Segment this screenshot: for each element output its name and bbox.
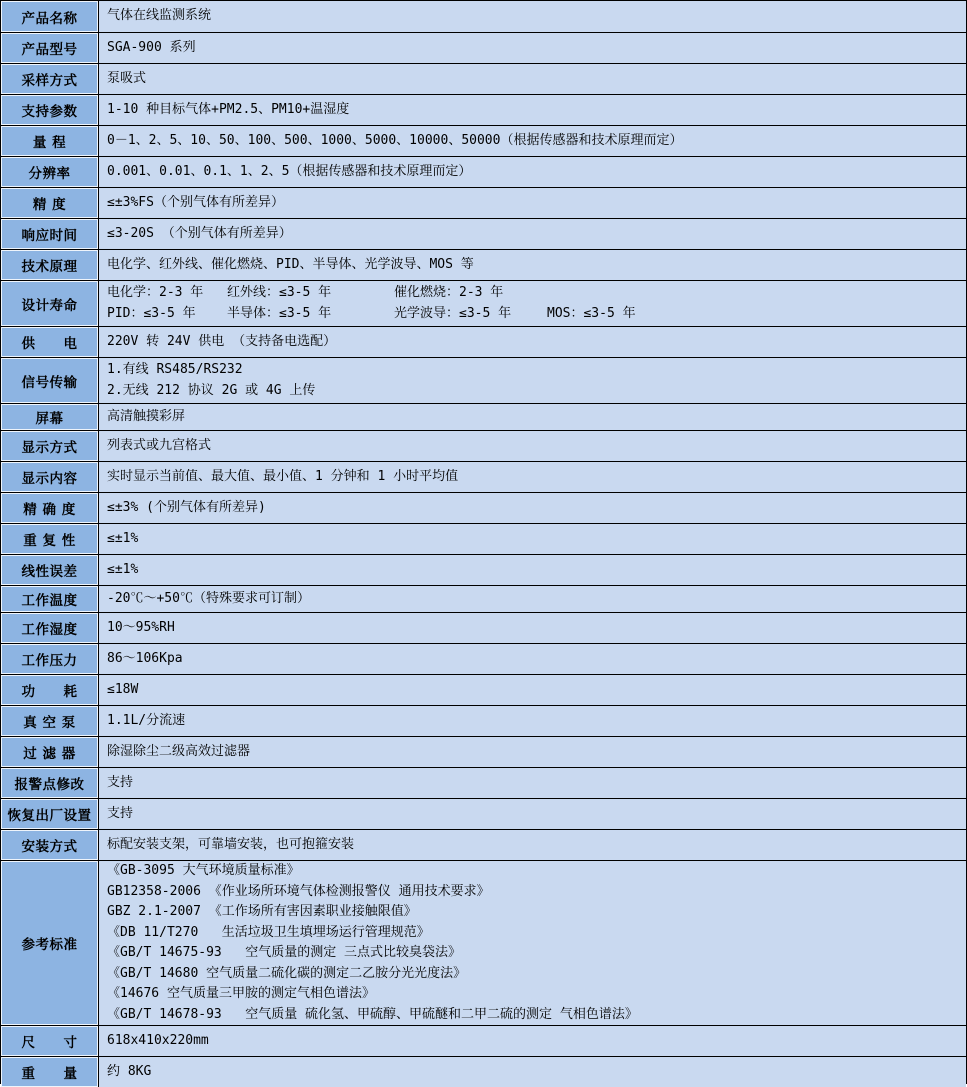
spec-value <box>99 524 966 554</box>
spec-row <box>1 32 966 63</box>
spec-value-line: ≤3-20S （个别气体有所差异） <box>107 225 292 241</box>
spec-value-line: ≤18W <box>107 681 139 697</box>
spec-label: 产品型号 <box>1 33 99 63</box>
spec-row <box>1 1056 966 1087</box>
spec-label: 信号传输 <box>1 358 99 403</box>
spec-value <box>99 799 966 829</box>
spec-value-line: 《GB-3095 大气环境质量标准》 <box>107 863 300 878</box>
spec-value-line: 气体在线监测系统 <box>107 8 212 24</box>
spec-value-line: ≤±3%FS（个别气体有所差异） <box>107 194 284 210</box>
spec-row <box>1 461 966 492</box>
spec-value <box>99 1026 966 1056</box>
spec-value-line: GBZ 2.1-2007 《工作场所有害因素职业接触限值》 <box>107 904 417 919</box>
spec-value-line: 2.无线 212 协议 2G 或 4G 上传 <box>107 382 316 398</box>
spec-row <box>1 736 966 767</box>
spec-row <box>1 430 966 461</box>
spec-value-line: 1.有线 RS485/RS232 <box>107 362 243 377</box>
spec-label: 供 电 <box>1 327 99 357</box>
spec-value <box>99 33 966 63</box>
spec-value <box>99 737 966 767</box>
spec-row <box>1 829 966 860</box>
spec-value <box>99 1 966 32</box>
spec-value-segment: MOS：≤3-5 年 <box>547 305 636 321</box>
spec-value-line: SGA-900 系列 <box>107 39 196 55</box>
spec-value <box>99 830 966 860</box>
spec-value-line: 0.001、0.01、0.1、1、2、5（根据传感器和技术原理而定） <box>107 163 472 179</box>
spec-row <box>1 326 966 357</box>
spec-label: 显示方式 <box>1 431 99 461</box>
spec-label: 真 空 泵 <box>1 706 99 736</box>
spec-value-segment: 电化学：2-3 年 <box>107 285 204 300</box>
spec-value <box>99 675 966 705</box>
spec-label: 安装方式 <box>1 830 99 860</box>
spec-value <box>99 861 966 1025</box>
spec-row <box>1 218 966 249</box>
spec-value-line: 泵吸式 <box>107 70 147 86</box>
spec-value-line: ≤±1% <box>107 561 139 577</box>
spec-value-line: 标配安装支架，可靠墙安装，也可抱箍安装 <box>107 836 355 852</box>
spec-label: 参考标准 <box>1 861 99 1025</box>
spec-label: 报警点修改 <box>1 768 99 798</box>
spec-value-line: 1-10 种目标气体+PM2.5、PM10+温湿度 <box>107 101 350 117</box>
spec-row <box>1 585 966 612</box>
spec-row <box>1 1025 966 1056</box>
spec-label: 屏幕 <box>1 404 99 430</box>
spec-value <box>99 219 966 249</box>
spec-label: 尺 寸 <box>1 1026 99 1056</box>
spec-value-segment: 半导体：≤3-5 年 <box>227 305 332 321</box>
spec-row <box>1 156 966 187</box>
spec-value <box>99 281 966 326</box>
spec-label: 重 量 <box>1 1057 99 1087</box>
spec-label: 分辨率 <box>1 157 99 187</box>
spec-value <box>99 358 966 403</box>
spec-value-segment: 催化燃烧：2-3 年 <box>394 285 504 300</box>
spec-value-line: 0－1、2、5、10、50、100、500、1000、5000、10000、50000（根据传感器和技术原理而定） <box>107 132 683 148</box>
spec-value-line: 支持 <box>107 805 134 821</box>
spec-row <box>1 403 966 430</box>
spec-value <box>99 95 966 125</box>
spec-label: 精 确 度 <box>1 493 99 523</box>
spec-value <box>99 644 966 674</box>
spec-label: 工作湿度 <box>1 613 99 643</box>
spec-value-line: 实时显示当前值、最大值、最小值、1 分钟和 1 小时平均值 <box>107 468 459 484</box>
spec-value-line: 《GB/T 14678-93 空气质量 硫化氢、甲硫醇、甲硫醚和二甲二硫的测定 气相色谱法》 <box>107 1006 638 1022</box>
spec-value <box>99 250 966 280</box>
spec-value-line: 618x410x220mm <box>107 1032 209 1048</box>
spec-value-line: 《GB/T 14680 空气质量二硫化碳的测定二乙胺分光光度法》 <box>107 965 467 981</box>
spec-value-line: 10～95%RH <box>107 619 175 635</box>
spec-value-line: 电化学、红外线、催化燃烧、PID、半导体、光学波导、MOS 等 <box>107 256 474 272</box>
spec-row <box>1 674 966 705</box>
spec-value <box>99 64 966 94</box>
spec-value <box>99 1057 966 1087</box>
spec-value <box>99 404 966 430</box>
spec-row <box>1 492 966 523</box>
spec-label: 重 复 性 <box>1 524 99 554</box>
spec-value-line: 220V 转 24V 供电 （支持备电选配） <box>107 333 337 349</box>
spec-value-line: -20℃～+50℃（特殊要求可订制） <box>107 590 310 606</box>
spec-label: 过 滤 器 <box>1 737 99 767</box>
spec-value-line: GB12358-2006 《作业场所环境气体检测报警仪 通用技术要求》 <box>107 883 490 899</box>
spec-row <box>1 280 966 326</box>
spec-row <box>1 63 966 94</box>
spec-label: 恢复出厂设置 <box>1 799 99 829</box>
spec-value-line: 《GB/T 14675-93 空气质量的测定 三点式比较臭袋法》 <box>107 945 462 960</box>
spec-row <box>1 249 966 280</box>
spec-value <box>99 493 966 523</box>
spec-row <box>1 612 966 643</box>
spec-row <box>1 1 966 32</box>
spec-value-line <box>107 304 958 325</box>
spec-label: 工作温度 <box>1 586 99 612</box>
spec-row <box>1 187 966 218</box>
spec-row <box>1 125 966 156</box>
spec-row <box>1 554 966 585</box>
spec-value <box>99 555 966 585</box>
spec-value <box>99 431 966 461</box>
spec-value-line: 1.1L/分流速 <box>107 712 186 728</box>
spec-value-line: 约 8KG <box>107 1063 152 1079</box>
spec-row <box>1 643 966 674</box>
spec-value-line: 高清触摸彩屏 <box>107 408 186 424</box>
spec-label: 设计寿命 <box>1 281 99 326</box>
spec-value <box>99 126 966 156</box>
spec-value-line <box>107 283 958 304</box>
spec-value-line: 除湿除尘二级高效过滤器 <box>107 743 251 759</box>
spec-value <box>99 327 966 357</box>
spec-value <box>99 768 966 798</box>
spec-value <box>99 462 966 492</box>
spec-value <box>99 188 966 218</box>
spec-value-line: ≤±3% (个别气体有所差异) <box>107 499 266 515</box>
spec-row <box>1 767 966 798</box>
spec-row <box>1 523 966 554</box>
spec-value-segment: 光学波导：≤3-5 年 <box>394 305 512 321</box>
spec-value-line: 《14676 空气质量三甲胺的测定气相色谱法》 <box>107 986 375 1001</box>
spec-value-line: 支持 <box>107 774 134 790</box>
spec-label: 量 程 <box>1 126 99 156</box>
spec-label: 响应时间 <box>1 219 99 249</box>
spec-value <box>99 706 966 736</box>
spec-label: 工作压力 <box>1 644 99 674</box>
spec-value-segment: PID：≤3-5 年 <box>107 305 196 321</box>
spec-value <box>99 157 966 187</box>
spec-value-line: ≤±1% <box>107 530 139 546</box>
spec-value <box>99 613 966 643</box>
spec-label: 功 耗 <box>1 675 99 705</box>
spec-row <box>1 705 966 736</box>
spec-label: 支持参数 <box>1 95 99 125</box>
spec-row <box>1 860 966 1025</box>
spec-value-line: 列表式或九宫格式 <box>107 437 212 453</box>
spec-label: 产品名称 <box>1 1 99 32</box>
spec-value-line: 《DB 11/T270 生活垃圾卫生填埋场运行管理规范》 <box>107 924 430 940</box>
spec-value <box>99 586 966 612</box>
spec-label: 技术原理 <box>1 250 99 280</box>
spec-label: 采样方式 <box>1 64 99 94</box>
spec-label: 显示内容 <box>1 462 99 492</box>
spec-label: 线性误差 <box>1 555 99 585</box>
spec-value-line: 86～106Kpa <box>107 650 183 666</box>
spec-row <box>1 94 966 125</box>
spec-row <box>1 357 966 403</box>
spec-value-segment: 红外线：≤3-5 年 <box>227 285 332 300</box>
spec-row <box>1 798 966 829</box>
spec-label: 精 度 <box>1 188 99 218</box>
